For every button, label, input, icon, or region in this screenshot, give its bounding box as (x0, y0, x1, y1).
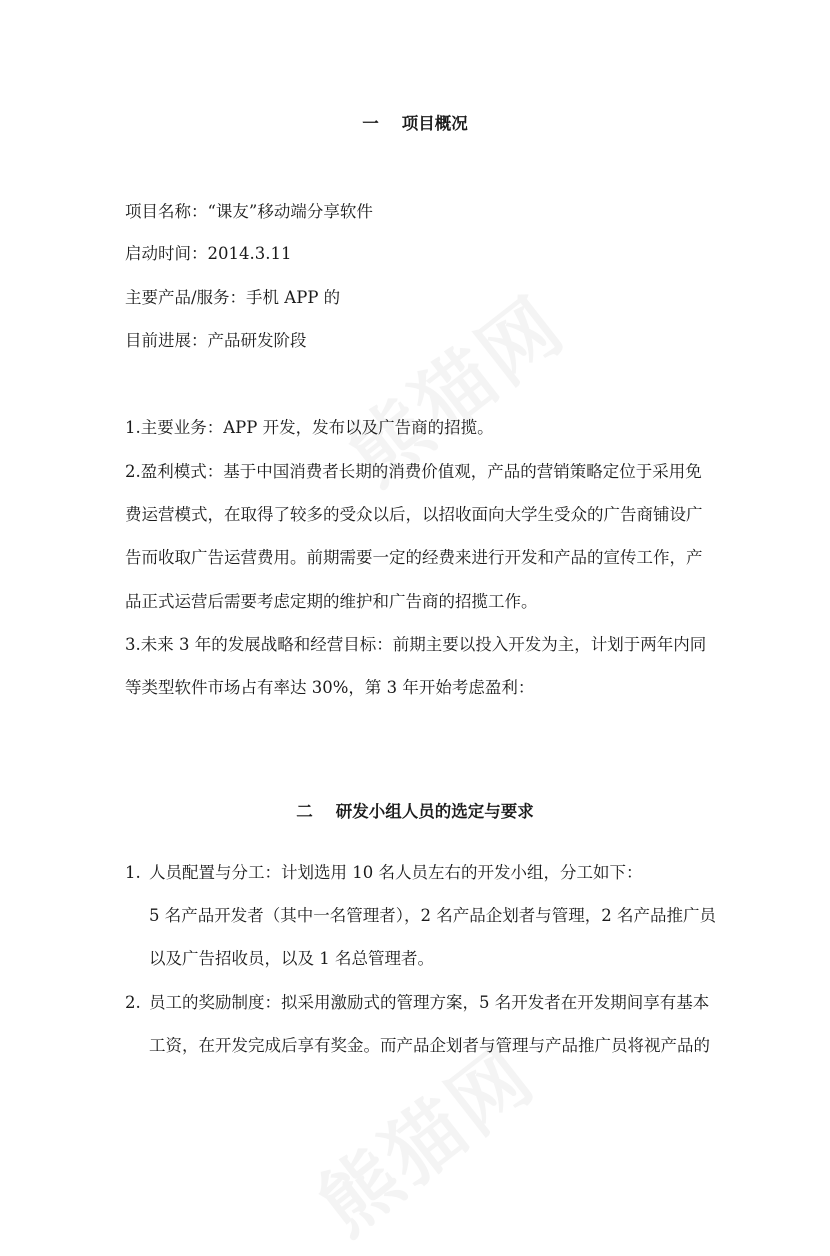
list-item-1 (125, 862, 643, 884)
list-item-continuation: 工资，在开发完成后享有奖金。而产品企划者与管理与产品推广员将视产品的 (149, 1036, 710, 1055)
body-line: 3.未来 3 年的发展战略和经营目标：前期主要以投入开发为主，计划于两年内同 (125, 635, 707, 654)
list-item-number: 2. (125, 993, 141, 1012)
body-line: 1.主要业务：APP 开发，发布以及广告商的招揽。 (125, 418, 494, 437)
list-item-2 (125, 992, 709, 1014)
body-line: 费运营模式，在取得了较多的受众以后，以招收面向大学生受众的广告商铺设广 (125, 505, 703, 524)
body-line: 2.盈利模式：基于中国消费者长期的消费价值观，产品的营销策略定位于采用免 (125, 462, 702, 481)
project-name-line: 项目名称：“课友”移动端分享软件 (125, 202, 373, 221)
list-item-text: 人员配置与分工：计划选用 10 名人员左右的开发小组，分工如下： (149, 863, 643, 882)
body-line: 品正式运营后需要考虑定期的维护和广告商的招揽工作。 (125, 592, 538, 611)
section-1-heading: 一 项目概况 (362, 114, 468, 133)
body-line: 告而收取广告运营费用。前期需要一定的经费来进行开发和产品的宣传工作，产 (125, 548, 703, 567)
list-item-text: 员工的奖励制度：拟采用激励式的管理方案，5 名开发者在开发期间享有基本 (149, 993, 710, 1012)
list-item-number: 1. (125, 863, 141, 882)
list-item-continuation: 以及广告招收员，以及 1 名总管理者。 (149, 949, 434, 968)
section-2-heading: 二 研发小组人员的选定与要求 (296, 802, 534, 821)
progress-line: 目前进展：产品研发阶段 (125, 331, 307, 350)
list-item-continuation: 5 名产品开发者（其中一名管理者），2 名产品企划者与管理，2 名产品推广员 (149, 906, 716, 925)
body-line: 等类型软件市场占有率达 30%，第 3 年开始考虑盈利： (125, 678, 535, 697)
start-time-line: 启动时间：2014.3.11 (125, 244, 292, 263)
main-product-line: 主要产品/服务：手机 APP 的 (125, 288, 341, 307)
